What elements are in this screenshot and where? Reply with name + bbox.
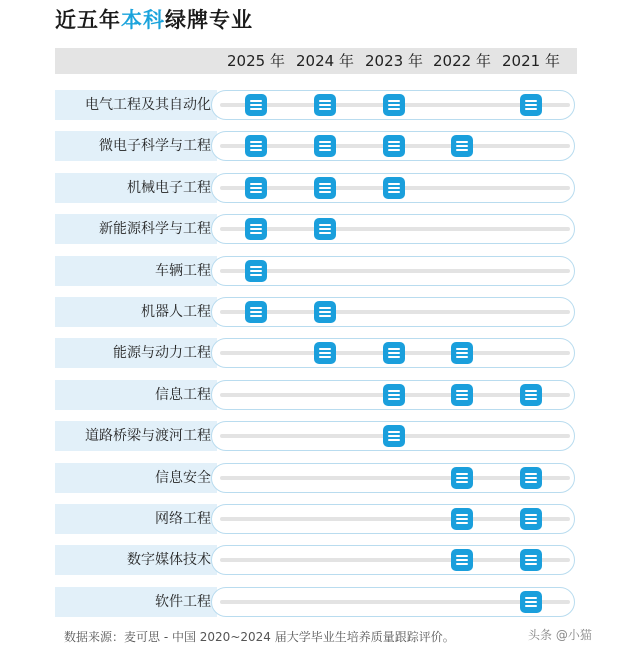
row-track bbox=[220, 517, 570, 521]
row-track bbox=[220, 558, 570, 562]
title-highlight: 本科 bbox=[121, 8, 165, 32]
green-card-mark-icon bbox=[451, 467, 473, 489]
table-row bbox=[55, 504, 577, 534]
green-card-mark-icon bbox=[383, 177, 405, 199]
row-track bbox=[220, 600, 570, 604]
major-label: 车辆工程 bbox=[155, 262, 211, 279]
major-label: 机器人工程 bbox=[141, 304, 211, 320]
row-track bbox=[220, 227, 570, 231]
green-card-mark-icon bbox=[383, 384, 405, 406]
green-card-mark-icon bbox=[520, 94, 542, 116]
major-label: 电气工程及其自动化 bbox=[85, 97, 211, 113]
year-label-2022: 2022 年 bbox=[433, 52, 491, 70]
major-label: 数字媒体技术 bbox=[127, 552, 211, 569]
major-label: 道路桥梁与渡河工程 bbox=[85, 428, 211, 445]
major-label: 信息安全 bbox=[155, 469, 211, 486]
page-title bbox=[55, 4, 253, 34]
green-card-mark-icon bbox=[245, 135, 267, 157]
title-suffix: 绿牌专业 bbox=[165, 8, 253, 32]
table-row bbox=[55, 463, 577, 493]
green-card-mark-icon bbox=[245, 94, 267, 116]
watermark: 头条 @小猫 bbox=[528, 628, 592, 642]
green-card-mark-icon bbox=[451, 384, 473, 406]
table-row bbox=[55, 380, 577, 410]
row-track bbox=[220, 476, 570, 480]
year-header bbox=[55, 48, 577, 74]
year-label-2024: 2024 年 bbox=[296, 52, 354, 70]
green-card-mark-icon bbox=[383, 135, 405, 157]
year-label-2021: 2021 年 bbox=[502, 52, 560, 70]
major-label: 能源与动力工程 bbox=[113, 345, 211, 362]
major-label: 新能源科学与工程 bbox=[99, 221, 211, 238]
table-row bbox=[55, 256, 577, 286]
green-card-mark-icon bbox=[451, 508, 473, 530]
green-card-mark-icon bbox=[245, 218, 267, 240]
table-row bbox=[55, 214, 577, 244]
green-card-mark-icon bbox=[314, 135, 336, 157]
table-row bbox=[55, 587, 577, 617]
green-card-mark-icon bbox=[451, 549, 473, 571]
row-track bbox=[220, 310, 570, 314]
year-label-2025: 2025 年 bbox=[227, 52, 285, 70]
green-card-mark-icon bbox=[520, 549, 542, 571]
green-card-mark-icon bbox=[451, 135, 473, 157]
green-card-mark-icon bbox=[520, 384, 542, 406]
table-row bbox=[55, 90, 577, 120]
green-card-mark-icon bbox=[383, 425, 405, 447]
row-track bbox=[220, 269, 570, 273]
green-card-mark-icon bbox=[245, 260, 267, 282]
table-row bbox=[55, 173, 577, 203]
green-card-mark-icon bbox=[314, 301, 336, 323]
green-card-mark-icon bbox=[314, 342, 336, 364]
major-label: 软件工程 bbox=[155, 593, 211, 610]
table-row bbox=[55, 421, 577, 451]
green-card-mark-icon bbox=[383, 94, 405, 116]
green-card-mark-icon bbox=[245, 177, 267, 199]
table-row bbox=[55, 338, 577, 368]
year-label-2023: 2023 年 bbox=[365, 52, 423, 70]
major-label: 信息工程 bbox=[155, 386, 211, 403]
table-row bbox=[55, 297, 577, 327]
green-card-mark-icon bbox=[520, 467, 542, 489]
table-row bbox=[55, 545, 577, 575]
green-card-mark-icon bbox=[245, 301, 267, 323]
green-card-mark-icon bbox=[383, 342, 405, 364]
source-note: 数据来源：麦可思 - 中国 2020~2024 届大学毕业生培养质量跟踪评价。 bbox=[64, 630, 455, 644]
major-label: 机械电子工程 bbox=[127, 179, 211, 196]
green-card-mark-icon bbox=[451, 342, 473, 364]
green-card-mark-icon bbox=[314, 94, 336, 116]
title-prefix: 近五年 bbox=[55, 8, 121, 32]
major-label: 微电子科学与工程 bbox=[99, 138, 211, 155]
table-row bbox=[55, 131, 577, 161]
green-card-mark-icon bbox=[314, 218, 336, 240]
green-card-mark-icon bbox=[314, 177, 336, 199]
green-card-mark-icon bbox=[520, 508, 542, 530]
green-card-mark-icon bbox=[520, 591, 542, 613]
major-label: 网络工程 bbox=[155, 511, 211, 527]
